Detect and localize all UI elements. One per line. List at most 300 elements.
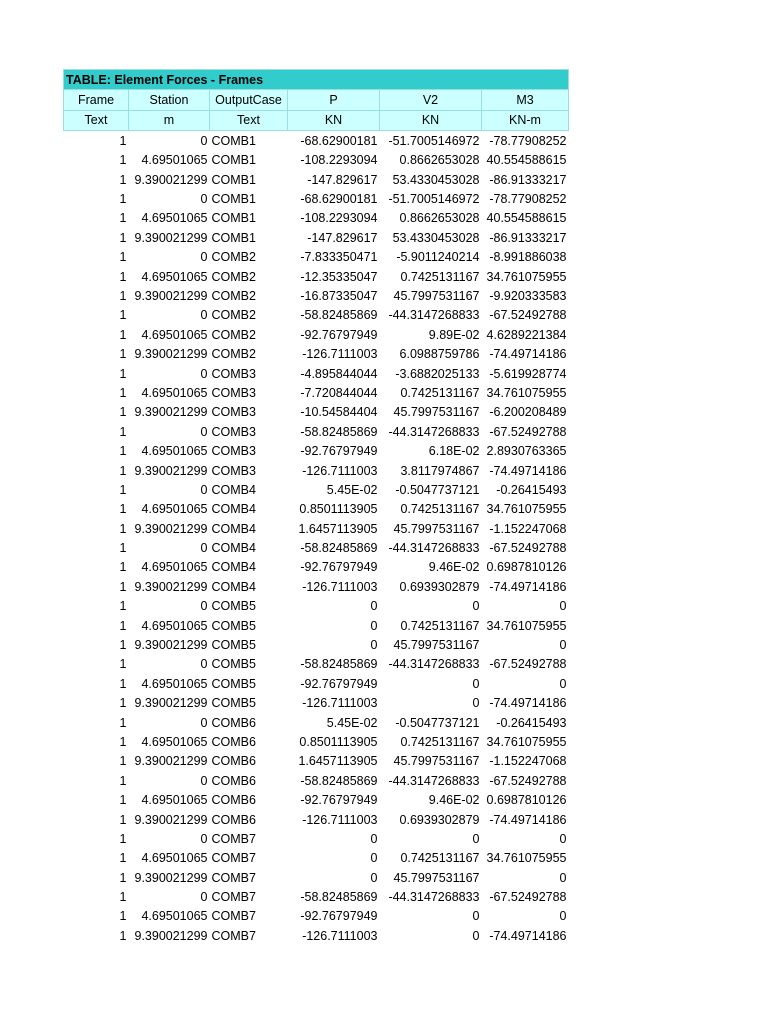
cell-outputcase: COMB2 (211, 250, 256, 265)
cell-outputcase: COMB7 (211, 890, 256, 905)
table-row (64, 713, 569, 732)
header-m3: M3 (482, 90, 569, 110)
cell-m3: -74.49714186 (489, 928, 567, 943)
cell-m3: -78.77908252 (489, 133, 567, 148)
cell-p: -7.833350471 (300, 250, 378, 265)
cell-station: 4.69501065 (141, 327, 208, 342)
table-row (64, 267, 569, 286)
cell-outputcase: COMB7 (211, 928, 256, 943)
cell-v2: -3.6882025133 (395, 366, 480, 381)
cell-station: 0 (200, 133, 208, 148)
table-row (64, 926, 569, 945)
cell-m3: 4.6289221384 (486, 327, 567, 342)
cell-outputcase: COMB5 (211, 657, 256, 672)
cell-frame: 1 (119, 618, 127, 633)
cell-m3: 40.554588615 (486, 153, 567, 168)
table-title: TABLE: Element Forces - Frames (64, 70, 569, 90)
cell-station: 9.390021299 (134, 754, 208, 769)
table-row (64, 752, 569, 771)
cell-p: -126.7111003 (302, 347, 378, 362)
table-row (64, 480, 569, 499)
cell-station: 0 (200, 541, 208, 556)
cell-v2: 45.7997531167 (393, 754, 480, 769)
cell-frame: 1 (119, 269, 127, 284)
cell-m3: -74.49714186 (489, 347, 567, 362)
cell-v2: 0.8662653028 (399, 153, 480, 168)
cell-frame: 1 (119, 288, 127, 303)
cell-m3: 34.761075955 (486, 502, 567, 517)
cell-outputcase: COMB2 (211, 308, 256, 323)
cell-frame: 1 (119, 831, 127, 846)
table-row (64, 325, 569, 344)
cell-station: 0 (200, 773, 208, 788)
cell-p: -12.35335047 (300, 269, 378, 284)
cell-station: 0 (200, 599, 208, 614)
cell-p: -68.62900181 (300, 192, 378, 207)
cell-v2: 6.18E-02 (428, 444, 480, 459)
cell-v2: 0 (472, 696, 480, 711)
cell-frame: 1 (119, 657, 127, 672)
cell-p: -58.82485869 (300, 308, 378, 323)
table-row (64, 674, 569, 693)
cell-m3: -74.49714186 (489, 696, 567, 711)
table-row (64, 383, 569, 402)
cell-p: -126.7111003 (302, 579, 378, 594)
cell-p: -68.62900181 (300, 133, 378, 148)
cell-v2: -5.9011240214 (396, 250, 480, 265)
cell-v2: 45.7997531167 (393, 405, 480, 420)
cell-v2: 3.8117974867 (400, 463, 480, 478)
cell-station: 9.390021299 (134, 288, 208, 303)
cell-m3: -74.49714186 (489, 463, 567, 478)
table-row (64, 694, 569, 713)
cell-station: 4.69501065 (141, 851, 208, 866)
cell-p: -58.82485869 (300, 890, 378, 905)
table-row (64, 151, 569, 170)
cell-m3: 2.8930763365 (486, 444, 567, 459)
cell-v2: 0 (472, 928, 480, 943)
cell-outputcase: COMB6 (211, 793, 256, 808)
cell-p: 5.45E-02 (326, 482, 378, 497)
table-row (64, 887, 569, 906)
cell-outputcase: COMB6 (211, 773, 256, 788)
cell-p: -92.76797949 (300, 909, 378, 924)
cell-outputcase: COMB3 (211, 405, 256, 420)
cell-frame: 1 (119, 851, 127, 866)
cell-p: -92.76797949 (300, 444, 378, 459)
cell-p: -92.76797949 (300, 793, 378, 808)
cell-v2: 53.4330453028 (392, 230, 480, 245)
cell-frame: 1 (119, 482, 127, 497)
unit-station: m (129, 110, 210, 130)
cell-frame: 1 (119, 308, 127, 323)
cell-m3: 0 (559, 909, 567, 924)
cell-p: -10.54584404 (300, 405, 378, 420)
cell-frame: 1 (119, 541, 127, 556)
cell-p: -92.76797949 (300, 327, 378, 342)
cell-station: 9.390021299 (134, 579, 208, 594)
cell-v2: 0.7425131167 (400, 618, 480, 633)
table-row (64, 790, 569, 809)
cell-station: 9.390021299 (134, 172, 208, 187)
table-row (64, 441, 569, 460)
cell-station: 4.69501065 (141, 385, 208, 400)
cell-station: 0 (200, 192, 208, 207)
cell-v2: -44.3147268833 (388, 773, 480, 788)
cell-station: 4.69501065 (141, 909, 208, 924)
cell-frame: 1 (119, 696, 127, 711)
table-row (64, 771, 569, 790)
cell-m3: -74.49714186 (489, 812, 567, 827)
cell-p: -16.87335047 (300, 288, 378, 303)
cell-outputcase: COMB2 (211, 327, 256, 342)
cell-v2: 0.7425131167 (400, 734, 480, 749)
cell-p: -58.82485869 (300, 424, 378, 439)
table-row (64, 228, 569, 247)
unit-outputcase: Text (210, 110, 288, 130)
cell-v2: 45.7997531167 (393, 521, 480, 536)
cell-m3: -0.26415493 (496, 715, 567, 730)
table-row (64, 170, 569, 189)
cell-v2: -44.3147268833 (388, 890, 480, 905)
cell-p: -126.7111003 (302, 812, 378, 827)
cell-station: 0 (200, 366, 208, 381)
cell-outputcase: COMB1 (211, 230, 256, 245)
cell-m3: -67.52492788 (489, 890, 567, 905)
cell-p: 0 (370, 638, 378, 653)
cell-m3: 34.761075955 (486, 385, 567, 400)
cell-p: -126.7111003 (302, 463, 378, 478)
cell-frame: 1 (119, 676, 127, 691)
cell-v2: 45.7997531167 (393, 288, 480, 303)
cell-m3: 0.6987810126 (486, 560, 567, 575)
cell-outputcase: COMB7 (211, 831, 256, 846)
cell-outputcase: COMB3 (211, 366, 256, 381)
cell-station: 9.390021299 (134, 812, 208, 827)
element-forces-table (63, 69, 569, 946)
cell-outputcase: COMB3 (211, 385, 256, 400)
cell-outputcase: COMB6 (211, 715, 256, 730)
table-row (64, 868, 569, 887)
cell-station: 4.69501065 (141, 734, 208, 749)
cell-outputcase: COMB1 (211, 211, 256, 226)
cell-frame: 1 (119, 405, 127, 420)
cell-frame: 1 (119, 153, 127, 168)
cell-outputcase: COMB4 (211, 482, 256, 497)
cell-frame: 1 (119, 211, 127, 226)
cell-outputcase: COMB5 (211, 676, 256, 691)
unit-frame: Text (64, 110, 129, 130)
cell-p: -58.82485869 (300, 773, 378, 788)
cell-v2: 0.8662653028 (399, 211, 480, 226)
cell-station: 0 (200, 890, 208, 905)
cell-frame: 1 (119, 230, 127, 245)
cell-p: 0 (370, 831, 378, 846)
cell-m3: 34.761075955 (486, 851, 567, 866)
cell-frame: 1 (119, 754, 127, 769)
cell-frame: 1 (119, 715, 127, 730)
unit-v2: KN (380, 110, 482, 130)
cell-frame: 1 (119, 250, 127, 265)
cell-p: -126.7111003 (302, 928, 378, 943)
cell-frame: 1 (119, 928, 127, 943)
cell-m3: -6.200208489 (489, 405, 567, 420)
table-row (64, 519, 569, 538)
cell-station: 9.390021299 (134, 347, 208, 362)
cell-frame: 1 (119, 172, 127, 187)
cell-m3: -1.152247068 (489, 521, 567, 536)
cell-station: 9.390021299 (134, 405, 208, 420)
cell-m3: -86.91333217 (489, 230, 567, 245)
cell-station: 4.69501065 (141, 618, 208, 633)
cell-m3: 0 (559, 638, 567, 653)
cell-m3: -1.152247068 (489, 754, 567, 769)
cell-p: -58.82485869 (300, 657, 378, 672)
cell-station: 9.390021299 (134, 928, 208, 943)
table-row (64, 189, 569, 208)
cell-outputcase: COMB1 (211, 192, 256, 207)
cell-v2: 0 (472, 676, 480, 691)
cell-frame: 1 (119, 327, 127, 342)
table-row (64, 131, 569, 151)
cell-v2: 6.0988759786 (399, 347, 480, 362)
cell-v2: 45.7997531167 (393, 638, 480, 653)
cell-v2: 0.7425131167 (400, 851, 480, 866)
cell-outputcase: COMB5 (211, 618, 256, 633)
cell-p: -92.76797949 (300, 560, 378, 575)
cell-v2: 0.6939302879 (399, 812, 480, 827)
cell-v2: 53.4330453028 (392, 172, 480, 187)
cell-p: -147.829617 (307, 172, 378, 187)
cell-station: 0 (200, 831, 208, 846)
cell-v2: 0 (472, 909, 480, 924)
cell-frame: 1 (119, 638, 127, 653)
cell-m3: -9.920333583 (489, 288, 567, 303)
cell-m3: 0.6987810126 (486, 793, 567, 808)
cell-outputcase: COMB5 (211, 638, 256, 653)
cell-frame: 1 (119, 890, 127, 905)
cell-m3: -5.619928774 (489, 366, 567, 381)
cell-station: 4.69501065 (141, 211, 208, 226)
table-row (64, 616, 569, 635)
cell-p: 0 (370, 599, 378, 614)
cell-outputcase: COMB6 (211, 812, 256, 827)
table-row (64, 403, 569, 422)
cell-p: 0.8501113905 (299, 502, 378, 517)
cell-v2: 45.7997531167 (393, 870, 480, 885)
cell-v2: 9.46E-02 (428, 560, 480, 575)
header-frame: Frame (64, 90, 129, 110)
cell-outputcase: COMB3 (211, 424, 256, 439)
cell-outputcase: COMB7 (211, 870, 256, 885)
cell-v2: -44.3147268833 (388, 424, 480, 439)
cell-p: 0 (370, 870, 378, 885)
cell-outputcase: COMB6 (211, 734, 256, 749)
cell-station: 9.390021299 (134, 638, 208, 653)
cell-station: 4.69501065 (141, 676, 208, 691)
cell-m3: -8.991886038 (489, 250, 567, 265)
cell-frame: 1 (119, 909, 127, 924)
table-row (64, 577, 569, 596)
cell-frame: 1 (119, 463, 127, 478)
table-row (64, 655, 569, 674)
cell-station: 9.390021299 (134, 230, 208, 245)
header-v2: V2 (380, 90, 482, 110)
table-row (64, 732, 569, 751)
cell-outputcase: COMB4 (211, 502, 256, 517)
cell-p: -147.829617 (307, 230, 378, 245)
table-row (64, 500, 569, 519)
cell-p: 0.8501113905 (299, 734, 378, 749)
cell-v2: 0 (472, 831, 480, 846)
cell-p: -108.2293094 (300, 211, 378, 226)
cell-m3: -67.52492788 (489, 657, 567, 672)
table-row (64, 461, 569, 480)
cell-v2: 9.89E-02 (428, 327, 480, 342)
cell-station: 4.69501065 (141, 793, 208, 808)
cell-station: 9.390021299 (134, 463, 208, 478)
cell-frame: 1 (119, 560, 127, 575)
cell-m3: 0 (559, 831, 567, 846)
cell-p: -4.895844044 (300, 366, 378, 381)
cell-m3: -74.49714186 (489, 579, 567, 594)
cell-p: -58.82485869 (300, 541, 378, 556)
table-row (64, 907, 569, 926)
cell-station: 0 (200, 715, 208, 730)
cell-station: 9.390021299 (134, 521, 208, 536)
table-row (64, 209, 569, 228)
cell-m3: 34.761075955 (486, 618, 567, 633)
cell-frame: 1 (119, 347, 127, 362)
cell-outputcase: COMB6 (211, 754, 256, 769)
cell-p: 0 (370, 618, 378, 633)
cell-p: 1.6457113905 (298, 521, 378, 536)
table-body (64, 131, 569, 946)
cell-m3: -67.52492788 (489, 773, 567, 788)
table-row (64, 810, 569, 829)
table-row (64, 422, 569, 441)
cell-outputcase: COMB2 (211, 269, 256, 284)
cell-frame: 1 (119, 502, 127, 517)
cell-frame: 1 (119, 366, 127, 381)
cell-p: -126.7111003 (302, 696, 378, 711)
cell-frame: 1 (119, 773, 127, 788)
cell-v2: 0.7425131167 (400, 269, 480, 284)
cell-frame: 1 (119, 812, 127, 827)
header-station: Station (129, 90, 210, 110)
cell-frame: 1 (119, 793, 127, 808)
cell-m3: -86.91333217 (489, 172, 567, 187)
cell-station: 0 (200, 250, 208, 265)
header-outputcase: OutputCase (210, 90, 288, 110)
units-row (64, 110, 569, 130)
table-row (64, 306, 569, 325)
cell-v2: -0.5047737121 (395, 482, 480, 497)
table-row (64, 344, 569, 363)
table-row (64, 364, 569, 383)
cell-v2: -44.3147268833 (388, 541, 480, 556)
cell-outputcase: COMB1 (211, 133, 256, 148)
cell-v2: -0.5047737121 (395, 715, 480, 730)
table-row (64, 635, 569, 654)
cell-station: 9.390021299 (134, 870, 208, 885)
cell-frame: 1 (119, 444, 127, 459)
cell-station: 0 (200, 424, 208, 439)
cell-m3: -67.52492788 (489, 541, 567, 556)
cell-outputcase: COMB4 (211, 579, 256, 594)
cell-outputcase: COMB4 (211, 541, 256, 556)
table-row (64, 248, 569, 267)
cell-outputcase: COMB1 (211, 153, 256, 168)
cell-v2: -44.3147268833 (388, 308, 480, 323)
cell-outputcase: COMB2 (211, 347, 256, 362)
cell-frame: 1 (119, 521, 127, 536)
cell-outputcase: COMB5 (211, 599, 256, 614)
table-row (64, 538, 569, 557)
cell-p: -7.720844044 (300, 385, 378, 400)
cell-v2: 0 (472, 599, 480, 614)
cell-p: -92.76797949 (300, 676, 378, 691)
cell-frame: 1 (119, 599, 127, 614)
cell-outputcase: COMB7 (211, 851, 256, 866)
cell-v2: -44.3147268833 (388, 657, 480, 672)
cell-m3: -78.77908252 (489, 192, 567, 207)
cell-frame: 1 (119, 133, 127, 148)
cell-m3: -67.52492788 (489, 308, 567, 323)
cell-m3: -67.52492788 (489, 424, 567, 439)
table-title-row (64, 70, 569, 90)
cell-v2: 9.46E-02 (428, 793, 480, 808)
cell-p: 0 (370, 851, 378, 866)
cell-p: 1.6457113905 (298, 754, 378, 769)
cell-station: 0 (200, 482, 208, 497)
cell-outputcase: COMB1 (211, 172, 256, 187)
cell-station: 4.69501065 (141, 560, 208, 575)
cell-p: -108.2293094 (300, 153, 378, 168)
cell-v2: 0.7425131167 (400, 385, 480, 400)
cell-station: 4.69501065 (141, 269, 208, 284)
cell-p: 5.45E-02 (326, 715, 378, 730)
header-p: P (288, 90, 380, 110)
table-row (64, 829, 569, 848)
cell-frame: 1 (119, 870, 127, 885)
cell-outputcase: COMB3 (211, 463, 256, 478)
cell-v2: -51.7005146972 (388, 133, 480, 148)
cell-outputcase: COMB2 (211, 288, 256, 303)
cell-m3: 34.761075955 (486, 734, 567, 749)
table-row (64, 286, 569, 305)
cell-outputcase: COMB4 (211, 521, 256, 536)
unit-p: KN (288, 110, 380, 130)
cell-m3: 0 (559, 870, 567, 885)
cell-outputcase: COMB5 (211, 696, 256, 711)
cell-station: 4.69501065 (141, 153, 208, 168)
cell-m3: -0.26415493 (496, 482, 567, 497)
table-row (64, 558, 569, 577)
cell-outputcase: COMB3 (211, 444, 256, 459)
cell-m3: 0 (559, 676, 567, 691)
cell-frame: 1 (119, 424, 127, 439)
cell-m3: 34.761075955 (486, 269, 567, 284)
cell-v2: -51.7005146972 (388, 192, 480, 207)
column-header-row (64, 90, 569, 110)
cell-m3: 0 (559, 599, 567, 614)
cell-m3: 40.554588615 (486, 211, 567, 226)
cell-station: 9.390021299 (134, 696, 208, 711)
cell-outputcase: COMB7 (211, 909, 256, 924)
cell-outputcase: COMB4 (211, 560, 256, 575)
cell-station: 0 (200, 308, 208, 323)
